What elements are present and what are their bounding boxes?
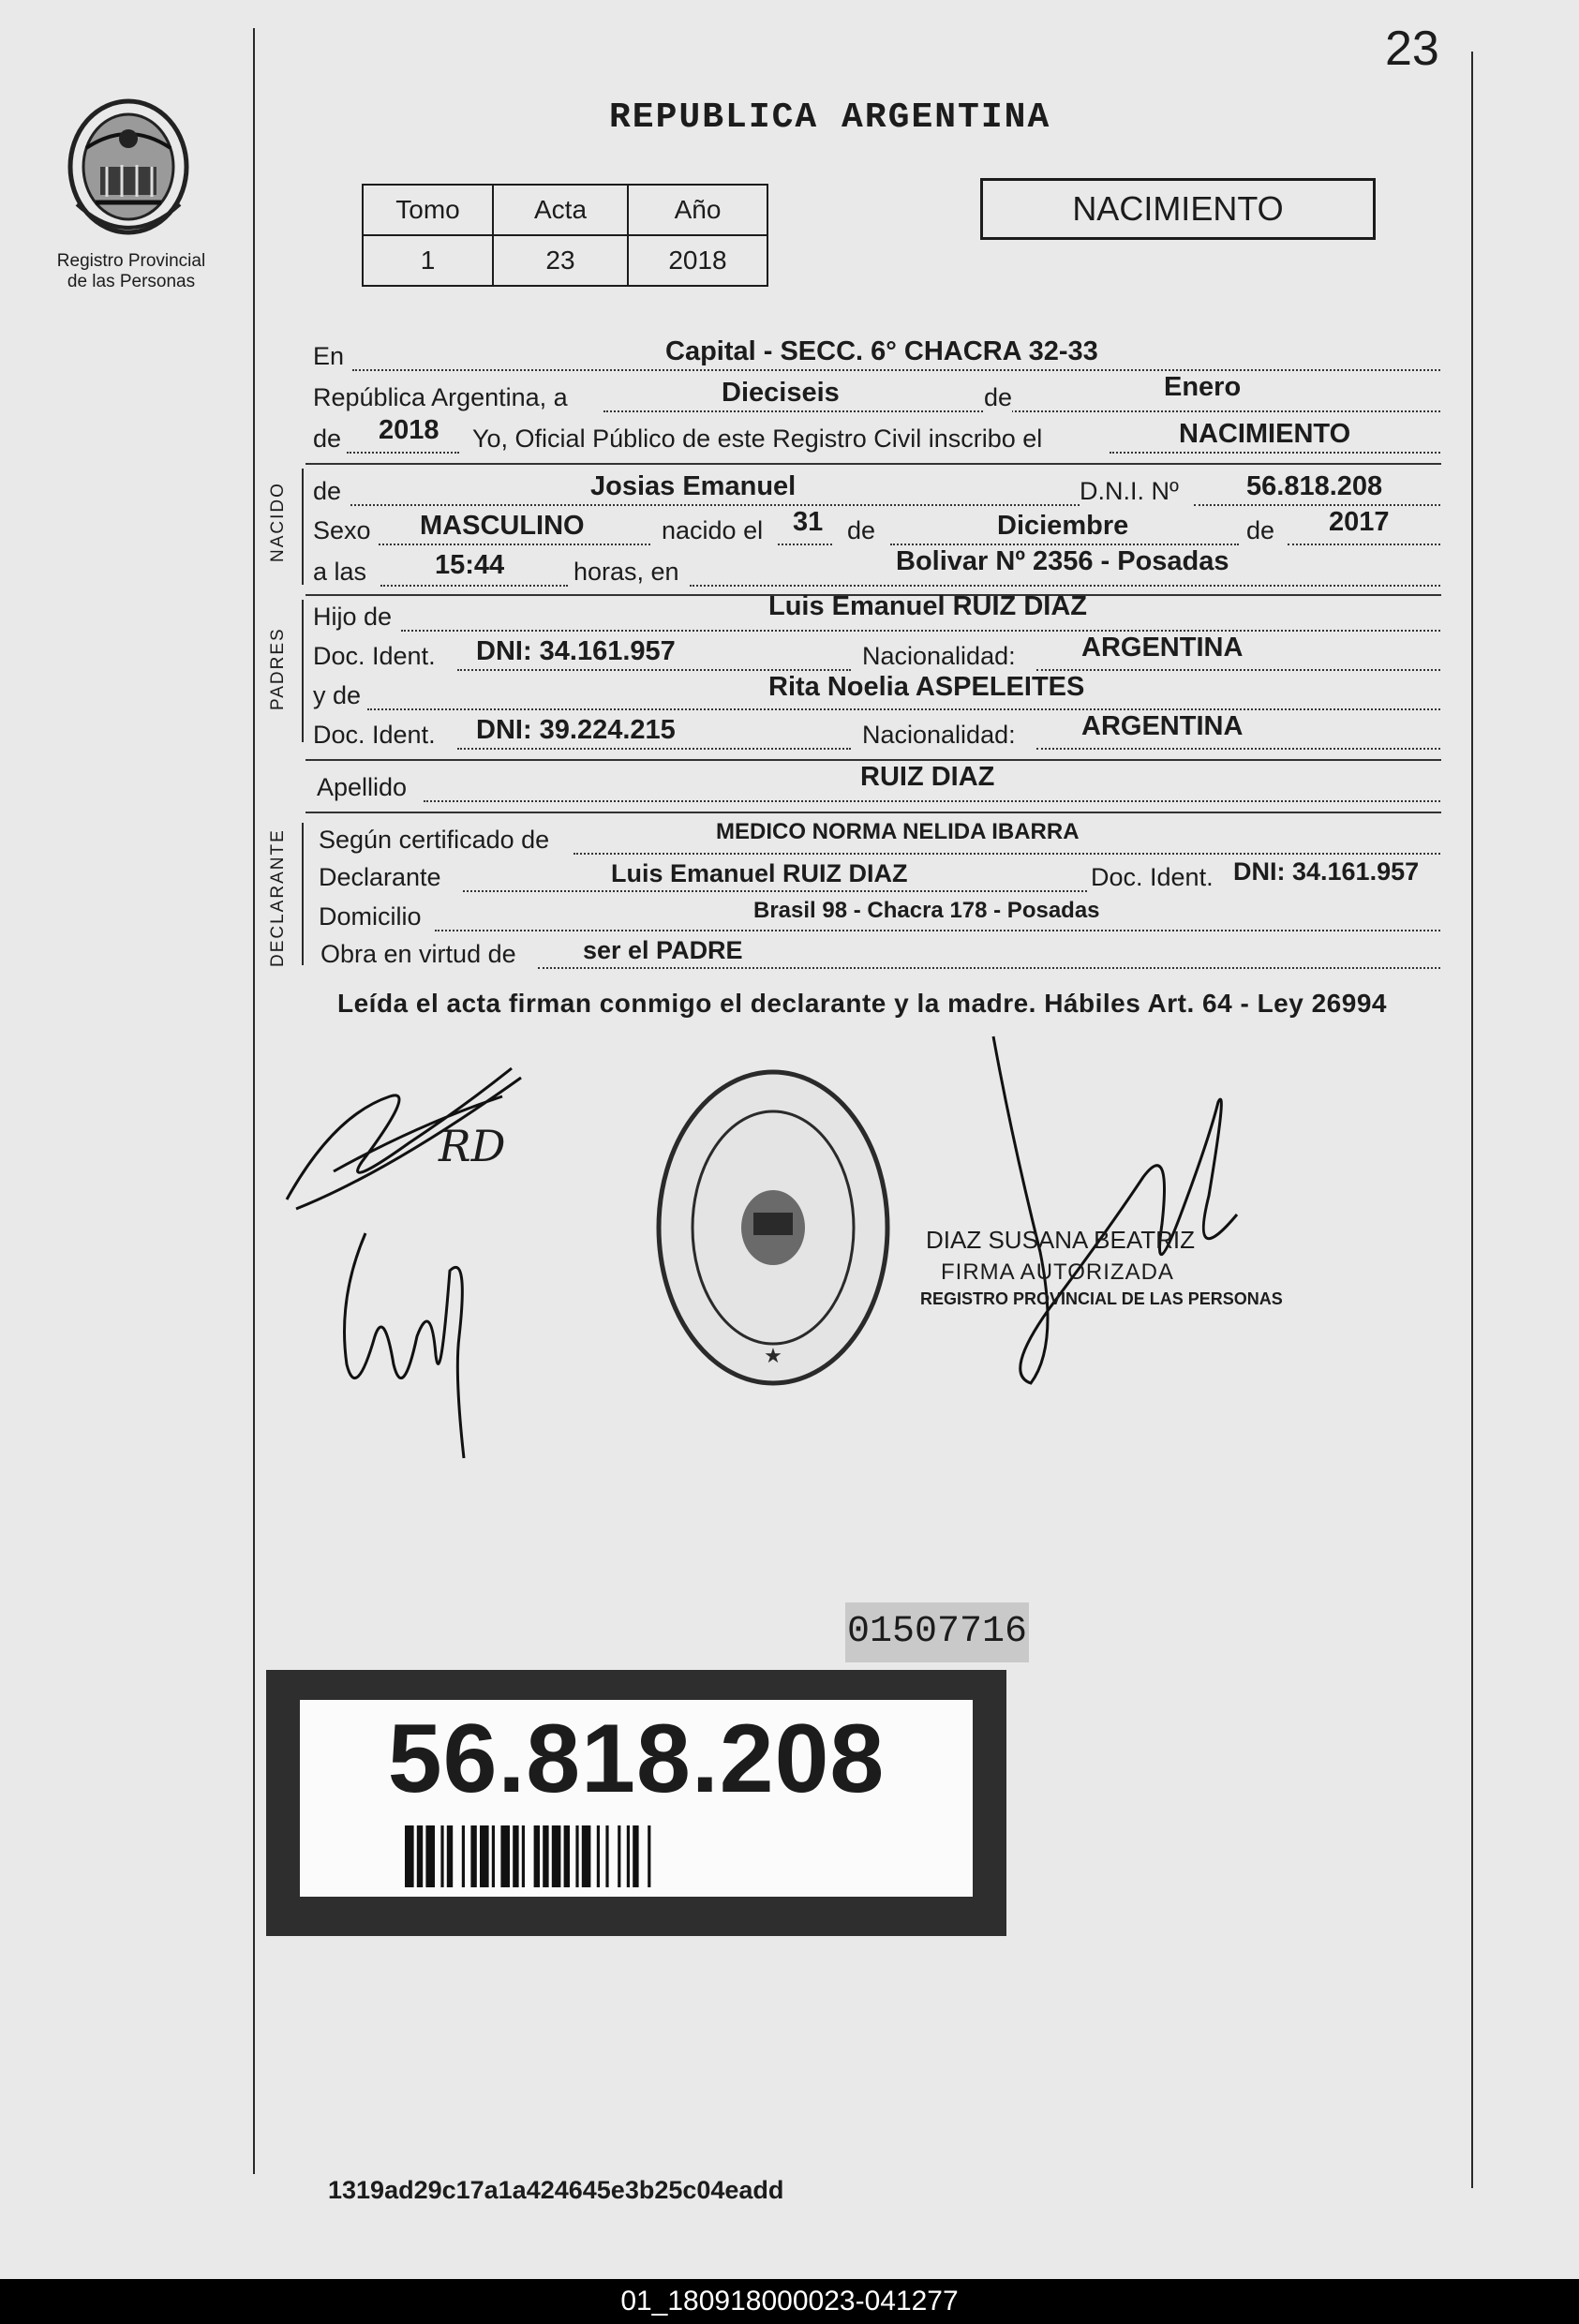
row-mother-doc: Doc. Ident. DNI: 39.224.215 Nacionalidad: ARGENTINA <box>313 714 1440 753</box>
row-year: de 2018 Yo, Oficial Público de este Registro Civil inscribo el NACIMIENTO <box>313 418 1440 457</box>
apellido-value: RUIZ DIAZ <box>860 762 995 792</box>
document-hash: 1319ad29c17a1a424645e3b25c04eadd <box>328 2176 784 2204</box>
page-number: 23 <box>1385 22 1439 76</box>
row-obra: Obra en virtud de ser el PADRE <box>313 933 1440 973</box>
mother-doc: DNI: 39.224.215 <box>476 715 676 745</box>
row-father: Hijo de Luis Emanuel RUIZ DIAZ <box>313 596 1440 635</box>
header-acta: Acta <box>493 185 628 235</box>
domicilio-value: Brasil 98 - Chacra 178 - Posadas <box>753 898 1100 923</box>
authorized-title: FIRMA AUTORIZADA <box>941 1259 1174 1285</box>
footer-id: 01_180918000023-041277 <box>0 2279 1579 2324</box>
month-value: Enero <box>1164 372 1242 402</box>
birth-month: Diciembre <box>997 511 1129 541</box>
birth-place: Bolivar Nº 2356 - Posadas <box>896 546 1229 576</box>
official-seal-icon <box>652 1065 894 1391</box>
mother-name: Rita Noelia ASPELEITES <box>768 672 1085 702</box>
birth-hour: 15:44 <box>435 550 505 580</box>
row-nacido-name: de Josias Emanuel D.N.I. Nº 56.818.208 <box>313 470 1440 510</box>
father-name: Luis Emanuel RUIZ DIAZ <box>768 591 1087 621</box>
value-acta: 23 <box>493 235 628 286</box>
row-domicilio: Domicilio Brasil 98 - Chacra 178 - Posadas <box>313 896 1440 935</box>
barcode-icon <box>405 1825 851 1887</box>
mother-nationality: ARGENTINA <box>1081 711 1244 741</box>
sexo-value: MASCULINO <box>420 511 585 541</box>
authorized-name: DIAZ SUSANA BEATRIZ <box>926 1226 1196 1254</box>
closing-statement: Leída el acta firman conmigo el declarante y la madre. Hábiles Art. 64 - Ley 26994 <box>337 989 1387 1018</box>
birth-year: 2017 <box>1329 507 1390 537</box>
side-label-nacido: NACIDO <box>268 482 288 562</box>
row-nacido-sexo: Sexo MASCULINO nacido el 31 de Diciembre de 2017 <box>313 510 1440 549</box>
svg-text:★: ★ <box>764 1344 782 1367</box>
row-en: En Capital - SECC. 6° CHACRA 32-33 <box>313 335 1440 375</box>
place-value: Capital - SECC. 6° CHACRA 32-33 <box>665 336 1098 366</box>
certificate-value: MEDICO NORMA NELIDA IBARRA <box>716 819 1080 844</box>
registry-name: Registro Provincial de las Personas <box>56 251 206 291</box>
header-ano: Año <box>628 185 767 235</box>
document-title: REPUBLICA ARGENTINA <box>609 97 1051 138</box>
dni-label-inner <box>300 1700 973 1897</box>
right-margin-line <box>1471 52 1473 2188</box>
dni-label <box>266 1670 1006 1936</box>
row-father-doc: Doc. Ident. DNI: 34.161.957 Nacionalidad: ARGENTINA <box>313 635 1440 675</box>
serial-stamp: 01507716 <box>845 1602 1029 1662</box>
province-coat-of-arms-icon <box>58 92 199 242</box>
record-table <box>362 184 768 287</box>
child-name: Josias Emanuel <box>590 471 797 501</box>
row-republica: República Argentina, a Dieciseis de Enero <box>313 377 1440 416</box>
authorized-registry: REGISTRO PROVINCIAL DE LAS PERSONAS <box>920 1289 1283 1308</box>
signature-initials: RD <box>439 1121 506 1171</box>
father-doc: DNI: 34.161.957 <box>476 636 676 666</box>
father-nationality: ARGENTINA <box>1081 633 1244 663</box>
dni-number: 56.818.208 <box>387 1705 886 1813</box>
side-label-padres: PADRES <box>268 627 288 710</box>
row-segun: Según certificado de MEDICO NORMA NELIDA IBARRA <box>313 819 1440 858</box>
header-tomo: Tomo <box>363 185 493 235</box>
authorized-signature <box>975 1027 1256 1393</box>
declarante-name: Luis Emanuel RUIZ DIAZ <box>611 859 908 887</box>
year-value: 2018 <box>379 415 439 445</box>
row-apellido: Apellido RUIZ DIAZ <box>313 767 1440 806</box>
row-mother: y de Rita Noelia ASPELEITES <box>313 675 1440 714</box>
obra-value: ser el PADRE <box>583 936 743 964</box>
record-type-box: NACIMIENTO <box>980 178 1376 240</box>
row-declarante: Declarante Luis Emanuel RUIZ DIAZ Doc. Ident. DNI: 34.161.957 <box>319 857 1420 891</box>
declarante-doc: DNI: 34.161.957 <box>1233 857 1420 886</box>
row-nacido-hora: a las 15:44 horas, en Bolivar Nº 2356 - Posadas <box>313 551 1440 590</box>
child-dni: 56.818.208 <box>1246 471 1383 501</box>
value-tomo: 1 <box>363 235 493 286</box>
inscribo-value: NACIMIENTO <box>1179 419 1351 449</box>
mother-signature <box>328 1214 497 1477</box>
side-label-declarante: DECLARANTE <box>268 828 288 967</box>
birth-day: 31 <box>793 507 824 537</box>
left-margin-line <box>253 28 255 2174</box>
value-ano: 2018 <box>628 235 767 286</box>
day-value: Dieciseis <box>722 378 840 408</box>
